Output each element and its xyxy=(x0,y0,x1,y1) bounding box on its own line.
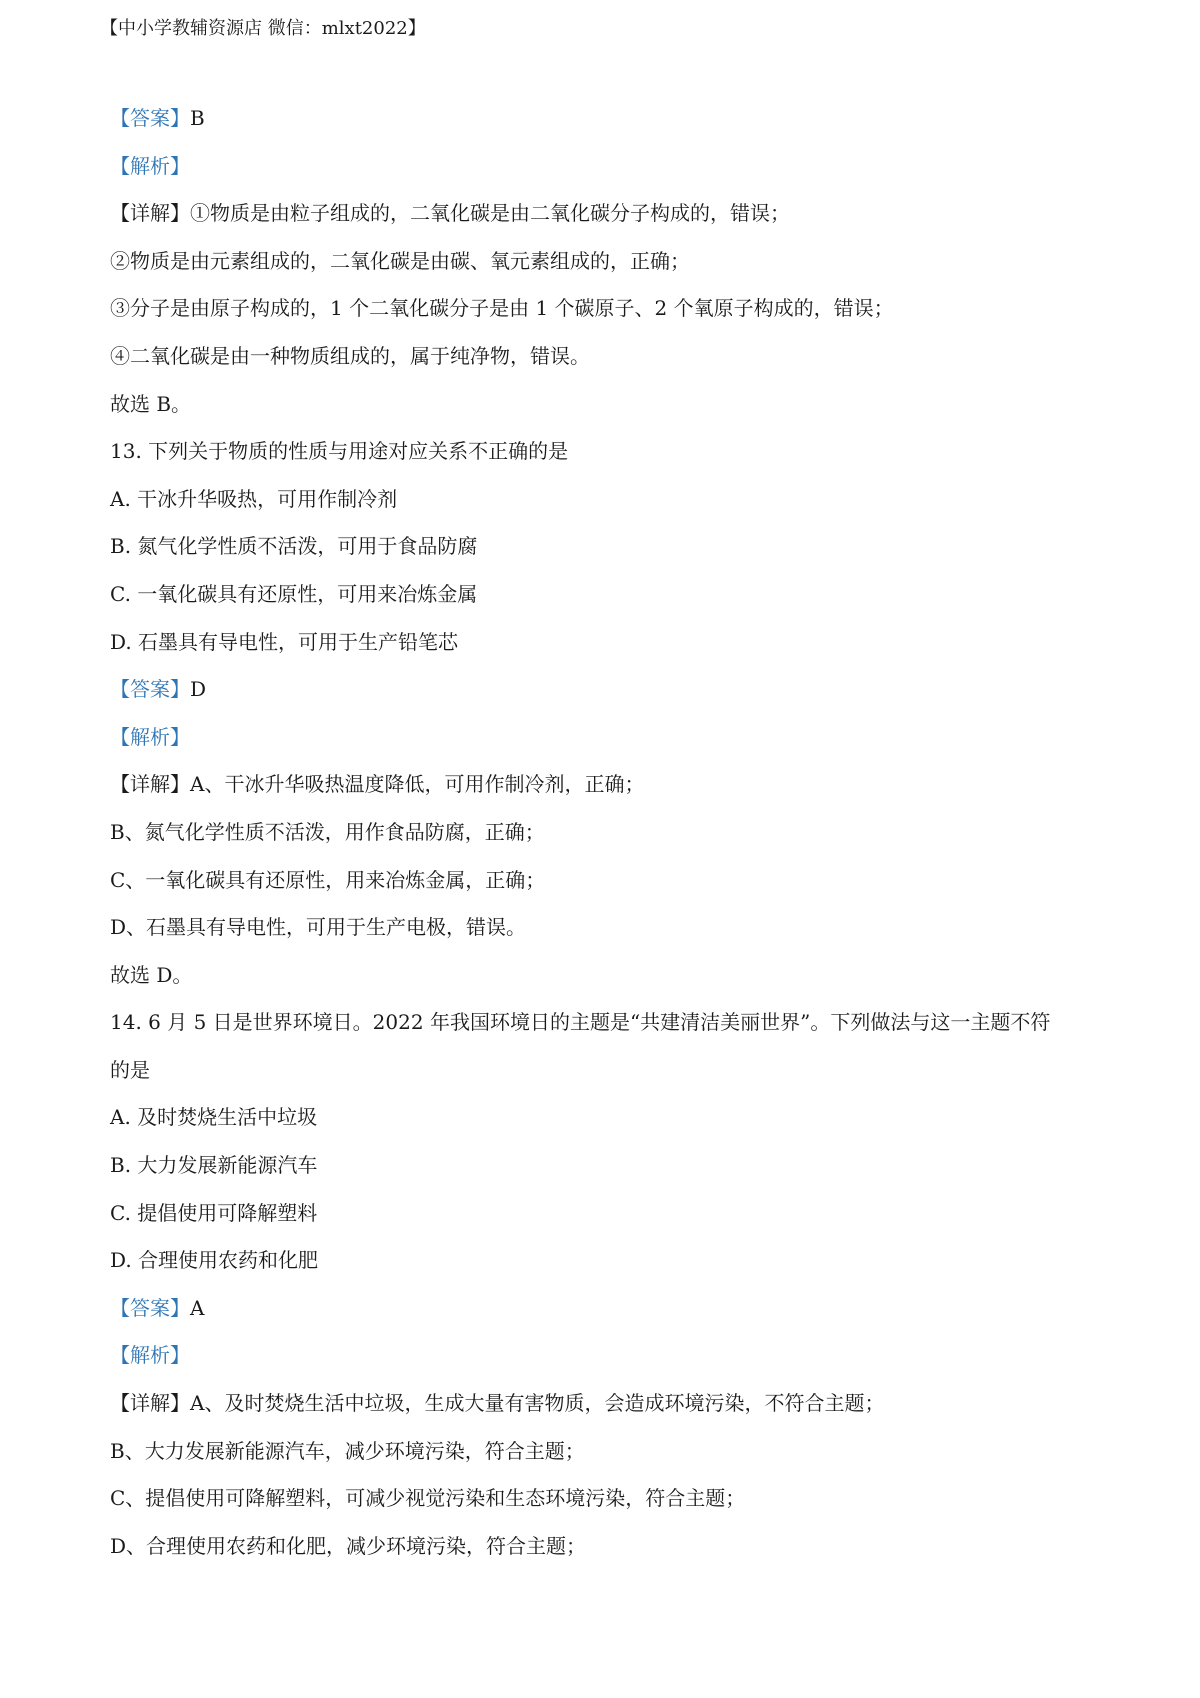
q14-analysis-label: 【解析】 xyxy=(110,1343,190,1368)
q14-option-c: C. 提倡使用可降解塑料 xyxy=(110,1200,318,1225)
q13-option-a: A. 干冰升华吸热，可用作制冷剂 xyxy=(110,486,398,511)
answer-label: 【答案】 xyxy=(110,677,190,702)
q14-answer-line xyxy=(110,1285,1110,1333)
q13-answer-line xyxy=(110,666,1110,714)
page-header: 【中小学教辅资源店 微信：mlxt2022】 xyxy=(100,18,426,39)
q13-detail-line-2: B、氮气化学性质不活泼，用作食品防腐，正确； xyxy=(110,819,545,844)
detail-label: 【详解】 xyxy=(110,1391,190,1416)
q14-option-a: A. 及时焚烧生活中垃圾 xyxy=(110,1105,318,1130)
q14-detail-line-1 xyxy=(110,1380,1110,1428)
q12-detail-line-1 xyxy=(110,190,1110,238)
answer-value: B xyxy=(190,106,205,130)
answer-value: A xyxy=(190,1295,205,1320)
q13-conclusion: 故选 D。 xyxy=(110,962,193,987)
q12-detail-line-4: ④二氧化碳是由一种物质组成的，属于纯净物，错误。 xyxy=(110,343,590,368)
q13-detail-line-4: D、石墨具有导电性，可用于生产电极，错误。 xyxy=(110,915,527,940)
q12-conclusion: 故选 B。 xyxy=(110,391,192,416)
answer-label: 【答案】 xyxy=(110,106,190,130)
answer-label: 【答案】 xyxy=(110,1295,190,1320)
q13-question: 13. 下列关于物质的性质与用途对应关系不正确的是 xyxy=(110,439,569,464)
detail-label: 【详解】 xyxy=(110,201,190,226)
q13-detail-line-3: C、一氧化碳具有还原性，用来冶炼金属，正确； xyxy=(110,867,546,892)
detail-label: 【详解】 xyxy=(110,772,190,797)
detail-text: A、及时焚烧生活中垃圾，生成大量有害物质，会造成环境污染，不符合主题； xyxy=(190,1391,885,1416)
q14-option-d: D. 合理使用农药和化肥 xyxy=(110,1248,319,1273)
q13-analysis-label: 【解析】 xyxy=(110,724,190,749)
q14-detail-line-2: B、大力发展新能源汽车，减少环境污染，符合主题； xyxy=(110,1438,585,1463)
q13-option-b: B. 氮气化学性质不活泼，可用于食品防腐 xyxy=(110,534,478,559)
detail-text: ①物质是由粒子组成的，二氧化碳是由二氧化碳分子构成的，错误； xyxy=(190,201,790,226)
q13-option-d: D. 石墨具有导电性，可用于生产铅笔芯 xyxy=(110,629,459,654)
detail-text: A、干冰升华吸热温度降低，可用作制冷剂，正确； xyxy=(190,772,645,797)
q13-detail-line-1 xyxy=(110,761,1110,809)
q14-detail-line-3: C、提倡使用可降解塑料，可减少视觉污染和生态环境污染，符合主题； xyxy=(110,1486,746,1511)
answer-value: D xyxy=(190,677,207,702)
q12-analysis-label: 【解析】 xyxy=(110,153,190,178)
q12-detail-line-2: ②物质是由元素组成的，二氧化碳是由碳、氧元素组成的，正确； xyxy=(110,248,690,273)
q14-option-b: B. 大力发展新能源汽车 xyxy=(110,1153,318,1178)
document-body xyxy=(110,95,1110,1570)
q14-question-line-2: 的是 xyxy=(110,1057,150,1082)
q14-detail-line-4: D、合理使用农药和化肥，减少环境污染，符合主题； xyxy=(110,1533,587,1558)
q12-detail-line-3: ③分子是由原子构成的，1 个二氧化碳分子是由 1 个碳原子、2 个氧原子构成的，错误； xyxy=(110,296,894,321)
q12-answer-line xyxy=(110,95,1110,143)
q14-question-line-1: 14. 6 月 5 日是世界环境日。2022 年我国环境日的主题是“共建清洁美丽世界”。下列做法与这一主题不符 xyxy=(110,1010,1051,1035)
q13-option-c: C. 一氧化碳具有还原性，可用来冶炼金属 xyxy=(110,581,478,606)
